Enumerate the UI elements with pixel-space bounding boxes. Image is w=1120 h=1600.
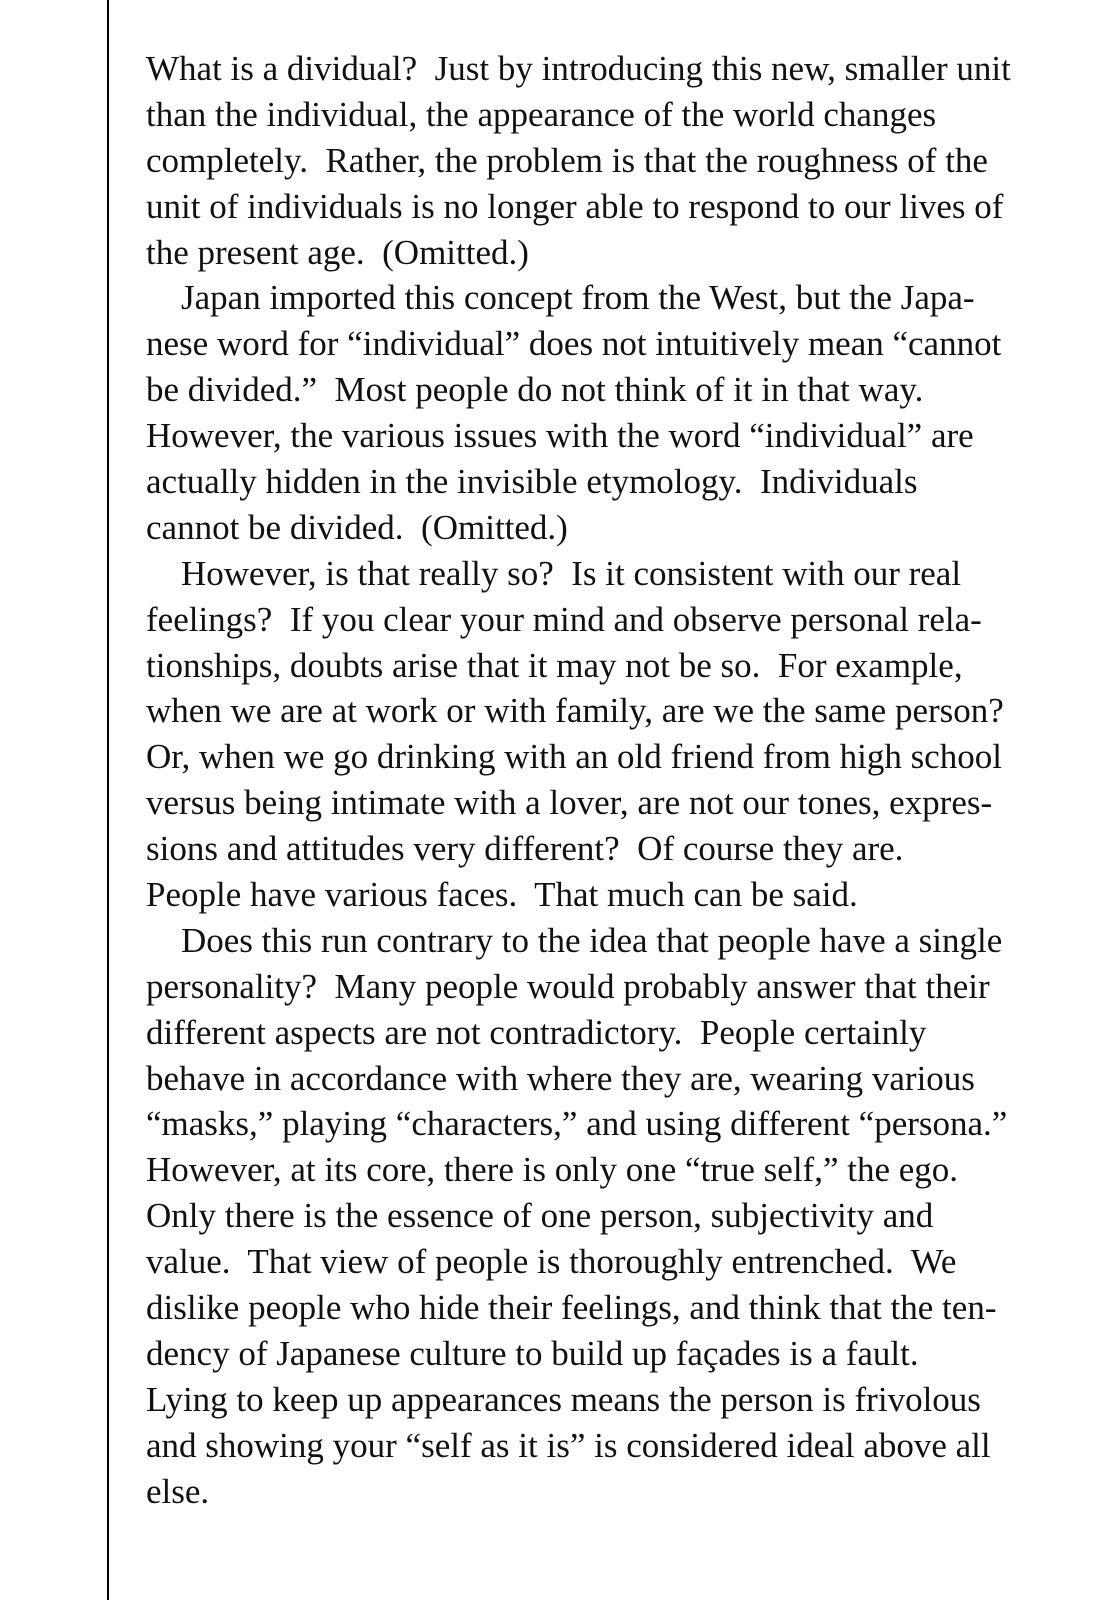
- text-line: Lying to keep up appearances means the person is frivolous: [146, 1379, 981, 1419]
- text-line: However, the various issues with the word “individual” are: [146, 416, 974, 456]
- text-line: the present age. (Omitted.): [146, 232, 529, 272]
- text-line: Or, when we go drinking with an old friend from high school: [146, 737, 1002, 777]
- text-line: actually hidden in the invisible etymology. Individuals: [146, 462, 918, 502]
- text-line: be divided.” Most people do not think of it in that way.: [146, 370, 924, 410]
- text-line: personality? Many people would probably answer that their: [146, 966, 990, 1006]
- text-line: “masks,” playing “characters,” and using different “persona.”: [146, 1104, 1008, 1144]
- paragraph: [146, 275, 1046, 550]
- text-line: dency of Japanese culture to build up façades is a fault.: [146, 1333, 919, 1373]
- text-line: However, is that really so? Is it consistent with our real: [181, 553, 962, 593]
- text-line: Japan imported this concept from the West, but the Japa-: [181, 278, 975, 318]
- text-line: Does this run contrary to the idea that people have a single: [181, 920, 1003, 960]
- text-line: tionships, doubts arise that it may not be so. For example,: [146, 645, 963, 685]
- page-body-text: [146, 46, 1046, 1515]
- text-line: cannot be divided. (Omitted.): [146, 507, 568, 547]
- text-line: versus being intimate with a lover, are not our tones, expres-: [146, 783, 993, 823]
- text-line: People have various faces. That much can be said.: [146, 875, 858, 915]
- text-line: However, at its core, there is only one “true self,” the ego.: [146, 1150, 959, 1190]
- text-line: and showing your “self as it is” is considered ideal above all: [146, 1425, 991, 1465]
- text-line: value. That view of people is thoroughly entrenched. We: [146, 1242, 957, 1282]
- text-line: than the individual, the appearance of the world changes: [146, 94, 937, 134]
- text-line: feelings? If you clear your mind and observe personal rela-: [146, 599, 982, 639]
- text-line: behave in accordance with where they are, wearing various: [146, 1058, 975, 1098]
- paragraph: [146, 46, 1046, 275]
- text-line: dislike people who hide their feelings, and think that the ten-: [146, 1288, 997, 1328]
- text-line: Only there is the essence of one person, subjectivity and: [146, 1196, 934, 1236]
- paragraph: [146, 551, 1046, 918]
- text-line: What is a dividual? Just by introducing this new, smaller unit: [146, 49, 1011, 88]
- paragraph: [146, 918, 1046, 1515]
- text-line: unit of individuals is no longer able to respond to our lives of: [146, 186, 1004, 226]
- text-line: nese word for “individual” does not intuitively mean “cannot: [146, 324, 1002, 364]
- text-line: different aspects are not contradictory. People certainly: [146, 1012, 927, 1052]
- text-line: when we are at work or with family, are we the same person?: [146, 691, 1004, 731]
- text-line: sions and attitudes very different? Of course they are.: [146, 829, 904, 869]
- text-line: completely. Rather, the problem is that the roughness of the: [146, 140, 988, 180]
- page-margin-rule: [107, 0, 109, 1600]
- text-line: else.: [146, 1471, 210, 1511]
